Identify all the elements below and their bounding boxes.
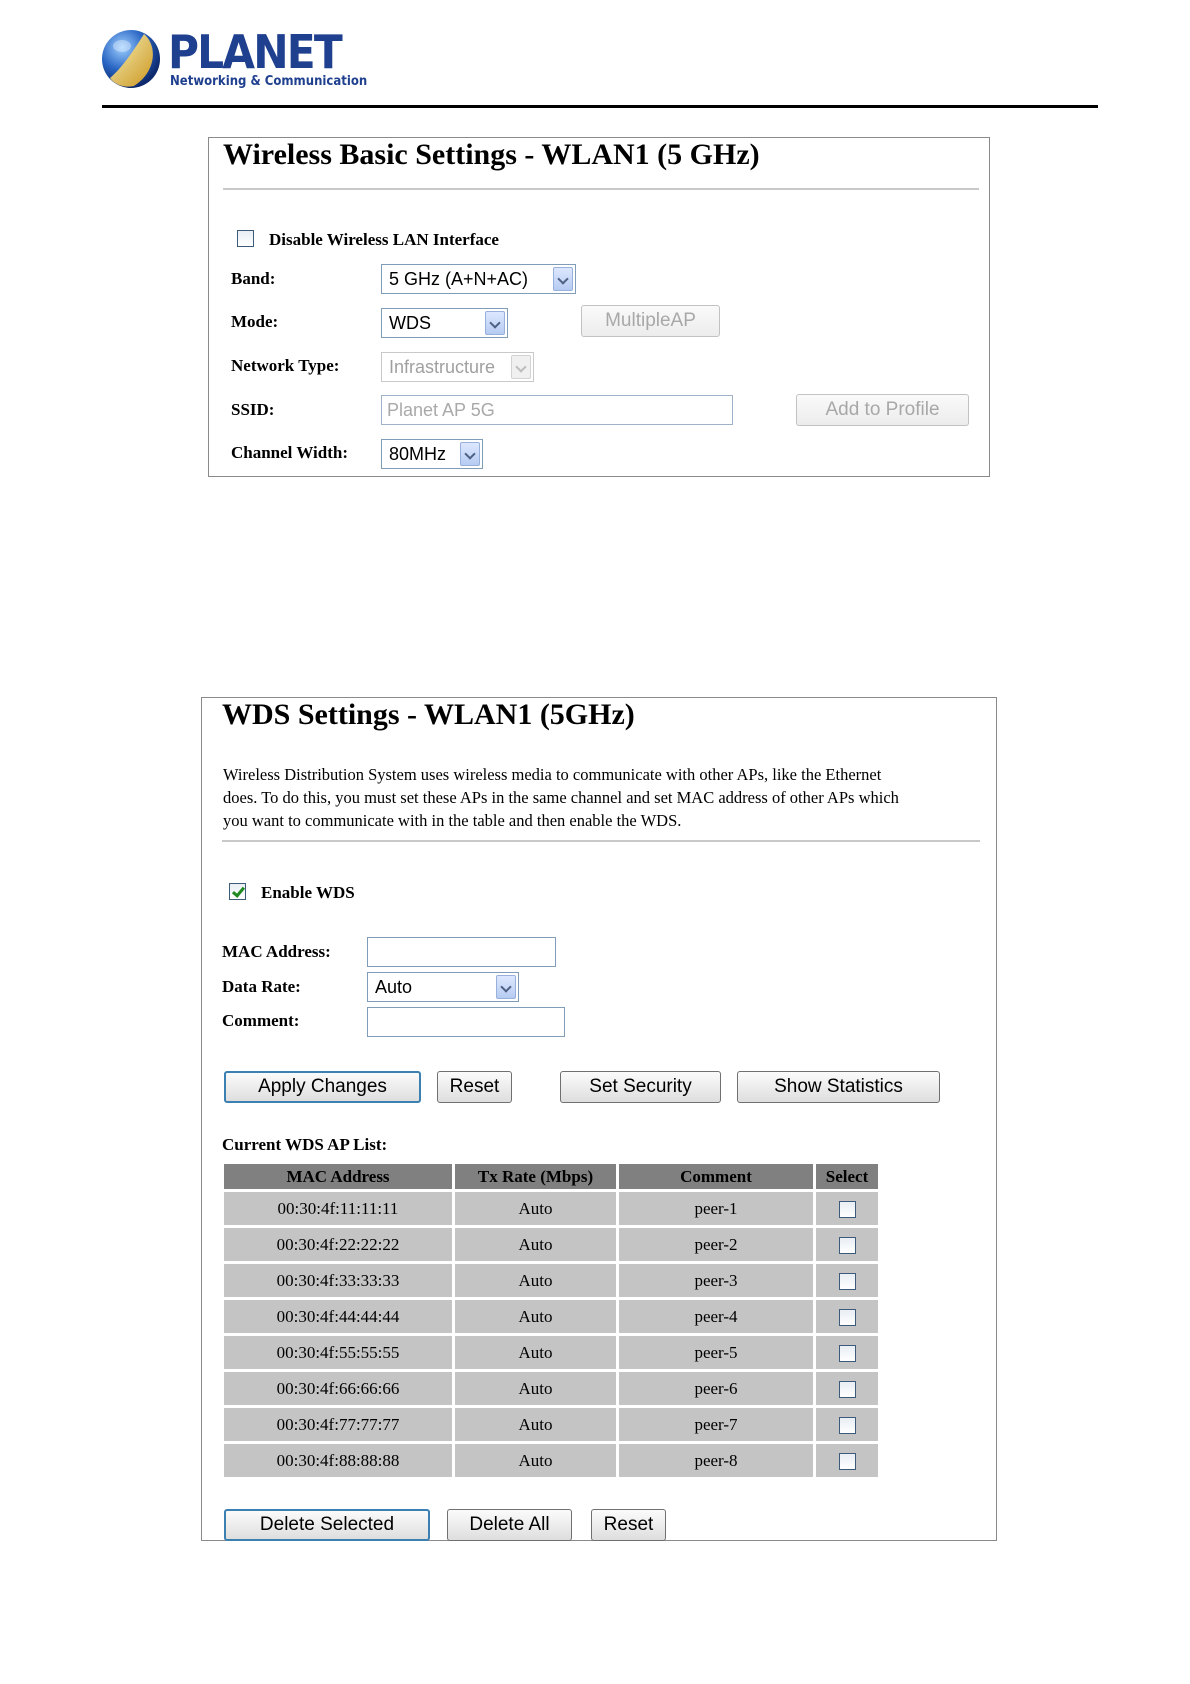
set-security-button[interactable]: Set Security [560,1071,721,1103]
chevron-down-icon [496,975,516,999]
row-tx-rate: Auto [455,1408,616,1441]
data-rate-label: Data Rate: [222,977,301,996]
channel-width-label: Channel Width: [231,443,348,462]
row-select-cell [816,1336,878,1369]
add-to-profile-button[interactable]: Add to Profile [796,394,969,426]
row-select-checkbox[interactable] [839,1345,856,1362]
column-header-select: Select [816,1164,878,1189]
row-mac-address: 00:30:4f:88:88:88 [224,1444,452,1477]
mode-select[interactable] [381,308,508,338]
wds-description-line-2: does. To do this, you must set these APs in the same channel and set MAC address of other APs which [223,788,899,807]
row-comment: peer-3 [619,1264,813,1297]
row-comment: peer-4 [619,1300,813,1333]
band-select-value: 5 GHz (A+N+AC) [389,269,529,289]
row-select-cell [816,1408,878,1441]
row-tx-rate: Auto [455,1444,616,1477]
row-select-cell [816,1372,878,1405]
wds-ap-table [221,1161,881,1480]
planet-logo [100,25,368,92]
row-comment: peer-8 [619,1444,813,1477]
row-mac-address: 00:30:4f:22:22:22 [224,1228,452,1261]
enable-wds-label: Enable WDS [261,883,355,902]
row-select-cell [816,1444,878,1477]
mode-select-value: WDS [389,313,431,333]
ssid-label: SSID: [231,400,275,419]
ssid-input[interactable] [381,395,733,425]
row-select-cell [816,1228,878,1261]
row-select-cell [816,1300,878,1333]
comment-label: Comment: [222,1011,300,1030]
band-select[interactable] [381,264,576,294]
ssid-input-value: Planet AP 5G [387,400,495,420]
channel-width-select-value: 80MHz [389,444,447,464]
table-row [224,1228,878,1261]
row-mac-address: 00:30:4f:11:11:11 [224,1192,452,1225]
column-header-comment: Comment [619,1164,813,1189]
table-row [224,1192,878,1225]
row-select-checkbox[interactable] [839,1417,856,1434]
row-comment: peer-7 [619,1408,813,1441]
row-select-checkbox[interactable] [839,1453,856,1470]
delete-all-button[interactable]: Delete All [447,1509,572,1541]
network-type-select[interactable] [381,352,534,382]
data-rate-select[interactable] [367,972,519,1002]
brand-name: PLANET [168,25,341,79]
row-comment: peer-6 [619,1372,813,1405]
table-row [224,1408,878,1441]
network-type-select-value: Infrastructure [389,357,496,377]
row-mac-address: 00:30:4f:66:66:66 [224,1372,452,1405]
table-row [224,1336,878,1369]
globe-icon [100,28,162,90]
table-header-row [224,1164,878,1189]
chevron-down-icon [511,355,531,379]
row-tx-rate: Auto [455,1336,616,1369]
row-mac-address: 00:30:4f:77:77:77 [224,1408,452,1441]
wds-settings-title: WDS Settings - WLAN1 (5GHz) [222,698,635,731]
column-header-tx-rate: Tx Rate (Mbps) [455,1164,616,1189]
table-row [224,1444,878,1477]
row-mac-address: 00:30:4f:55:55:55 [224,1336,452,1369]
current-wds-ap-list-label: Current WDS AP List: [222,1135,388,1154]
chevron-down-icon [485,311,505,335]
channel-width-select[interactable] [381,439,483,469]
mode-label: Mode: [231,312,279,331]
row-select-checkbox[interactable] [839,1309,856,1326]
data-rate-select-value: Auto [375,977,413,997]
row-comment: peer-1 [619,1192,813,1225]
wds-description-divider [222,840,980,842]
network-type-label: Network Type: [231,356,340,375]
wireless-basic-settings-panel [208,137,990,477]
row-select-cell [816,1264,878,1297]
row-comment: peer-2 [619,1228,813,1261]
column-header-mac-address: MAC Address [224,1164,452,1189]
row-tx-rate: Auto [455,1192,616,1225]
disable-wlan-checkbox[interactable] [237,230,254,247]
chevron-down-icon [553,267,573,291]
reset-button[interactable]: Reset [437,1071,512,1103]
disable-wlan-label: Disable Wireless LAN Interface [269,230,499,249]
wds-description-line-1: Wireless Distribution System uses wireless media to communicate with other APs, like the Ethernet [223,765,882,784]
multiple-ap-button[interactable]: MultipleAP [581,305,720,337]
row-tx-rate: Auto [455,1300,616,1333]
row-mac-address: 00:30:4f:44:44:44 [224,1300,452,1333]
brand-tagline: Networking & Communication [170,74,368,89]
row-select-checkbox[interactable] [839,1273,856,1290]
table-row [224,1372,878,1405]
table-row [224,1264,878,1297]
table-row [224,1300,878,1333]
row-comment: peer-5 [619,1336,813,1369]
mac-address-input[interactable] [367,937,556,967]
enable-wds-checkbox[interactable] [229,883,246,900]
chevron-down-icon [460,442,480,466]
basic-title-divider [223,188,979,190]
row-tx-rate: Auto [455,1264,616,1297]
wds-description-line-3: you want to communicate with in the table and then enable the WDS. [223,811,682,830]
mac-address-label: MAC Address: [222,942,331,961]
apply-changes-button[interactable]: Apply Changes [224,1071,421,1103]
delete-selected-button[interactable]: Delete Selected [224,1509,430,1541]
basic-settings-title: Wireless Basic Settings - WLAN1 (5 GHz) [223,138,760,171]
show-statistics-button[interactable]: Show Statistics [737,1071,940,1103]
band-label: Band: [231,269,276,288]
header-divider [102,105,1098,108]
row-select-cell [816,1192,878,1225]
row-mac-address: 00:30:4f:33:33:33 [224,1264,452,1297]
row-select-checkbox[interactable] [839,1381,856,1398]
row-tx-rate: Auto [455,1228,616,1261]
comment-input[interactable] [367,1007,565,1037]
table-reset-button[interactable]: Reset [591,1509,666,1541]
row-select-checkbox[interactable] [839,1201,856,1218]
row-select-checkbox[interactable] [839,1237,856,1254]
row-tx-rate: Auto [455,1372,616,1405]
